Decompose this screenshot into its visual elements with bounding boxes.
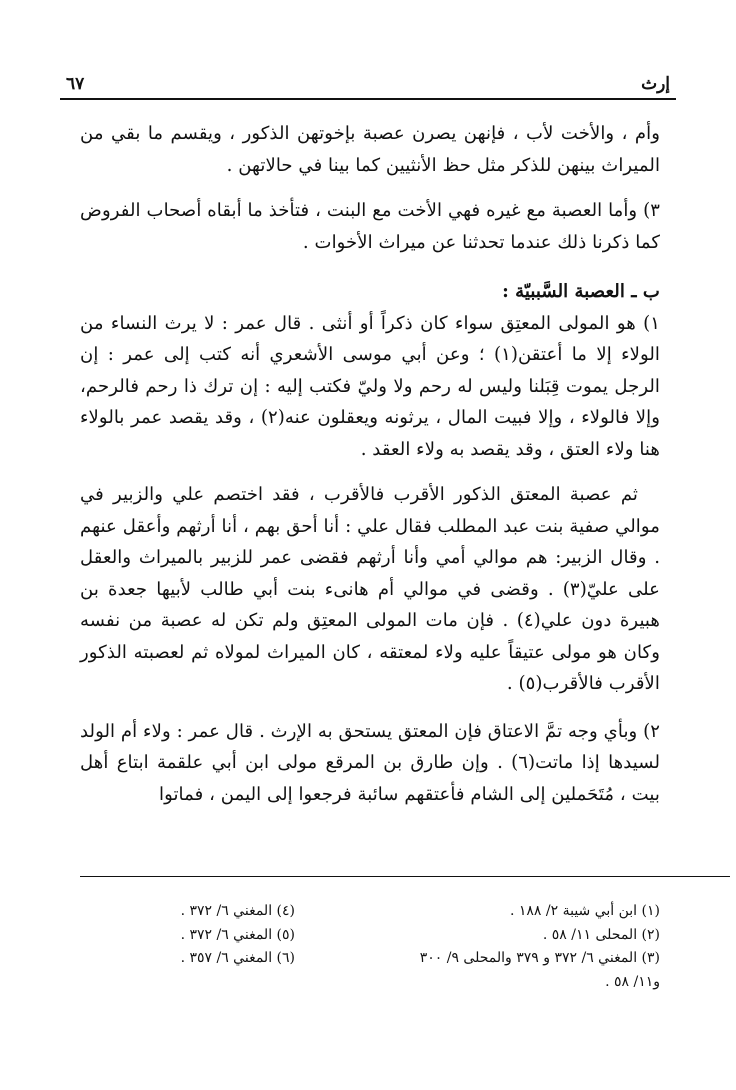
footnote: (٦) المغني ٦/ ٣٥٧ . (180, 950, 295, 966)
page-number: ٦٧ (66, 74, 85, 94)
footnote: (٣) المغني ٦/ ٣٧٢ و ٣٧٩ والمحلى ٩/ ٣٠٠ (419, 950, 660, 966)
paragraph-item-2: ٢) وبأي وجه تمَّ الاعتاق فإن المعتق يستحق به الإرث . قال عمر : ولاء أم الولد لسيدها إذا ماتت(٦) . وإن طارق بن المرقع مولى ابن أبي علقمة ابتاع أهل بيت ، مُتَحَملين إلى الشام فأعتقهم سائبة فرجعوا إلى اليمن ، فماتوا (80, 720, 660, 805)
footnotes-right-column (320, 900, 660, 994)
footnote-divider (80, 876, 730, 877)
footnote-continuation: و١١/ ٥٨ . (605, 973, 660, 990)
footnote: (١) ابن أبي شيبة ٢/ ١٨٨ . (509, 903, 660, 919)
footnotes-left-column (75, 900, 295, 971)
main-text (80, 118, 660, 810)
footnote: (٥) المغني ٦/ ٣٧٢ . (180, 926, 295, 943)
paragraph-item-1: ١) هو المولى المعتِق سواء كان ذكراً أو أنثى . قال عمر : لا يرث النساء من الولاء إلا ما أعتقن(١) ؛ وعن أبي موسى الأشعري أنه كتب إلى عمر : إن الرجل يموت قِبَلنا وليس له رحم ولا وليّ فكتب إليه : إن ترك ذا رحم فالرحم، وإلا فالولاء ، وإلا فبيت المال ، يرثونه ويعقلون عنه(٢) ، وقد يقصد عمر بالولاء هنا ولاء العتق ، وقد يقصد به ولاء العقد . (80, 312, 660, 460)
running-head-keyword: إرث (641, 74, 670, 94)
page-header (60, 72, 676, 100)
footnote: (٢) المحلى ١١/ ٥٨ . (542, 926, 660, 943)
section-heading: ب ـ العصبة السَّببيّة : (502, 281, 660, 302)
paragraph-item-3: ٣) وأما العصبة مع غيره فهي الأخت مع البنت ، فتأخذ ما أبقاه أصحاب الفروض كما ذكرنا ذلك عندما تحدثنا عن ميراث الأخوات . (80, 200, 660, 253)
footnote: (٤) المغني ٦/ ٣٧٢ . (180, 903, 295, 919)
paragraph-continuation: وأم ، والأخت لأب ، فإنهن يصرن عصبة بإخوتهن الذكور ، ويقسم ما بقي من الميراث بينهن للذكر مثل حظ الأنثيين كما بينا في حالاتهن . (80, 123, 660, 176)
paragraph-agnates: ثم عصبة المعتق الذكور الأقرب فالأقرب ، فقد اختصم علي والزبير في موالي صفية بنت عبد المطلب فقال علي : أنا أحق بهم ، أنا أرثهم وأعقل عنهم . وقال الزبير: هم موالي أمي وأنا أرثهم فقضى عمر للزبير بالميراث والعقل على عليّ(٣) . وقضى في موالي أم هانىء بنت أبي طالب لأبيها جعدة بن هبيرة دون علي(٤) . فإن مات المولى المعتِق ولم تكن له عصبة من نفسه وكان هو مولى عتيقاً عليه ولاء لمعتقه ، كان الميراث لمولاه ثم لعصبته الذكور الأقرب فالأقرب(٥) . (80, 484, 661, 694)
